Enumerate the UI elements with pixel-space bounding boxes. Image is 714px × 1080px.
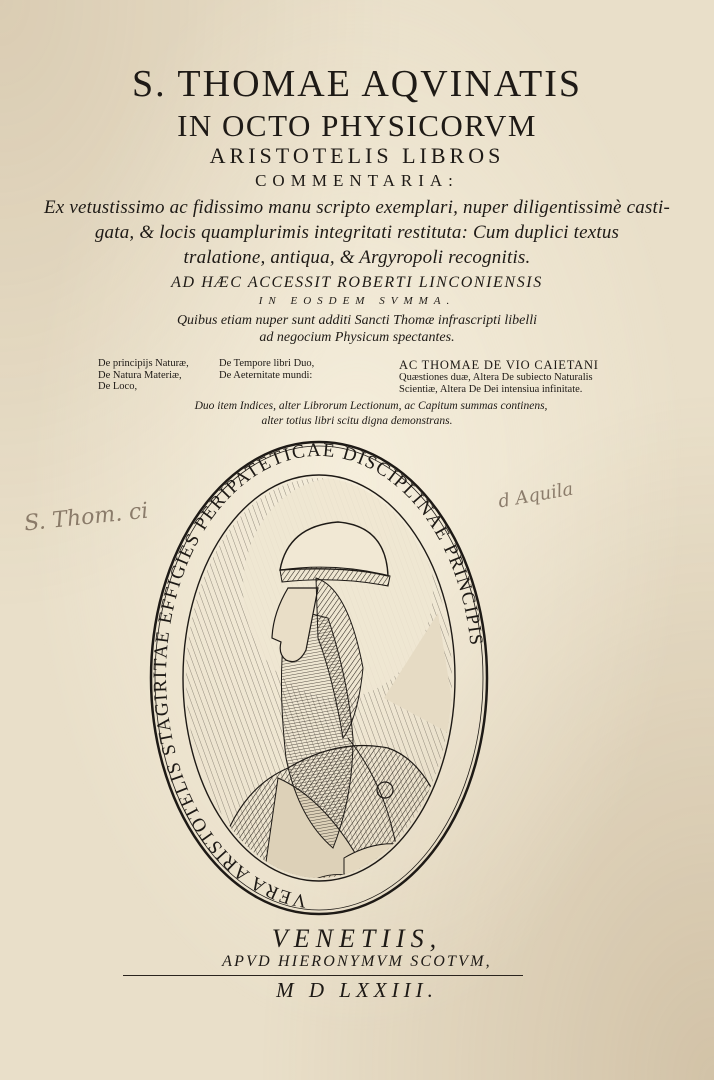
contents-column-3	[399, 358, 599, 395]
contents-column-1	[98, 358, 189, 393]
quibus-line-1: Quibus etiam nuper sunt additi Sancti Thomæ infrascripti libelli	[176, 313, 538, 328]
title-line-commentaria: COMMENTARIA:	[255, 171, 459, 190]
imprint-year: M D LXXIII.	[276, 978, 438, 1002]
imprint-city: VENETIIS,	[271, 924, 443, 953]
medallion-legend-text: VERA ARISTOTELIS STAGIRITAE EFFIGIES PERIPATETICAE DISCIPLINAE PRINCIPIS	[149, 439, 487, 912]
imprint-rule	[123, 975, 523, 976]
subtitle-line-1: Ex vetustissimo ac fidissimo manu scripto exemplari, nuper diligentissimè casti-	[43, 197, 671, 218]
contents-item: De Aeternitate mundi:	[219, 369, 313, 381]
title-line-author: S. THOMAE AQVINATIS	[131, 63, 583, 105]
caietani-heading: AC THOMAE DE VIO CAIETANI	[399, 358, 599, 372]
accessit-line-1: AD HÆC ACCESSIT ROBERTI LINCONIENSIS	[171, 274, 543, 291]
contents-item: De Tempore libri Duo,	[219, 358, 315, 369]
handwritten-note-left: S. Thom. ci	[23, 498, 150, 537]
accessit-line-2: IN EOSDEM SVMMA.	[258, 295, 456, 307]
contents-item: De principijs Naturæ,	[98, 358, 189, 369]
contents-item: De Loco,	[98, 381, 138, 392]
contents-item: Quæstiones duæ, Altera De subiecto Naturalis	[399, 372, 593, 383]
imprint-printer: APVD HIERONYMVM SCOTVM,	[222, 953, 492, 970]
subtitle-line-3: tralatione, antiqua, & Argyropoli recognitis.	[183, 247, 531, 268]
title-line-aristotle: ARISTOTELIS LIBROS	[209, 143, 505, 168]
title-line-work: IN OCTO PHYSICORVM	[177, 108, 537, 143]
subtitle-line-2: gata, & locis quamplurimis integritati restituta: Cum duplici textus	[94, 222, 620, 243]
contents-item: Scientiæ, Altera De Dei intensiua infinitate.	[399, 383, 583, 395]
aristotle-portrait-medallion	[148, 438, 490, 918]
handwritten-note-right: d Aquila	[496, 478, 575, 513]
contents-item: De Natura Materiæ,	[98, 369, 182, 381]
indices-line-2: alter totius libri scitu digna demonstrans.	[261, 415, 453, 427]
contents-column-2	[219, 358, 314, 381]
indices-line-1: Duo item Indices, alter Librorum Lectionum, ac Capitum summas continens,	[194, 400, 548, 412]
quibus-line-2: ad negocium Physicum spectantes.	[259, 330, 455, 345]
